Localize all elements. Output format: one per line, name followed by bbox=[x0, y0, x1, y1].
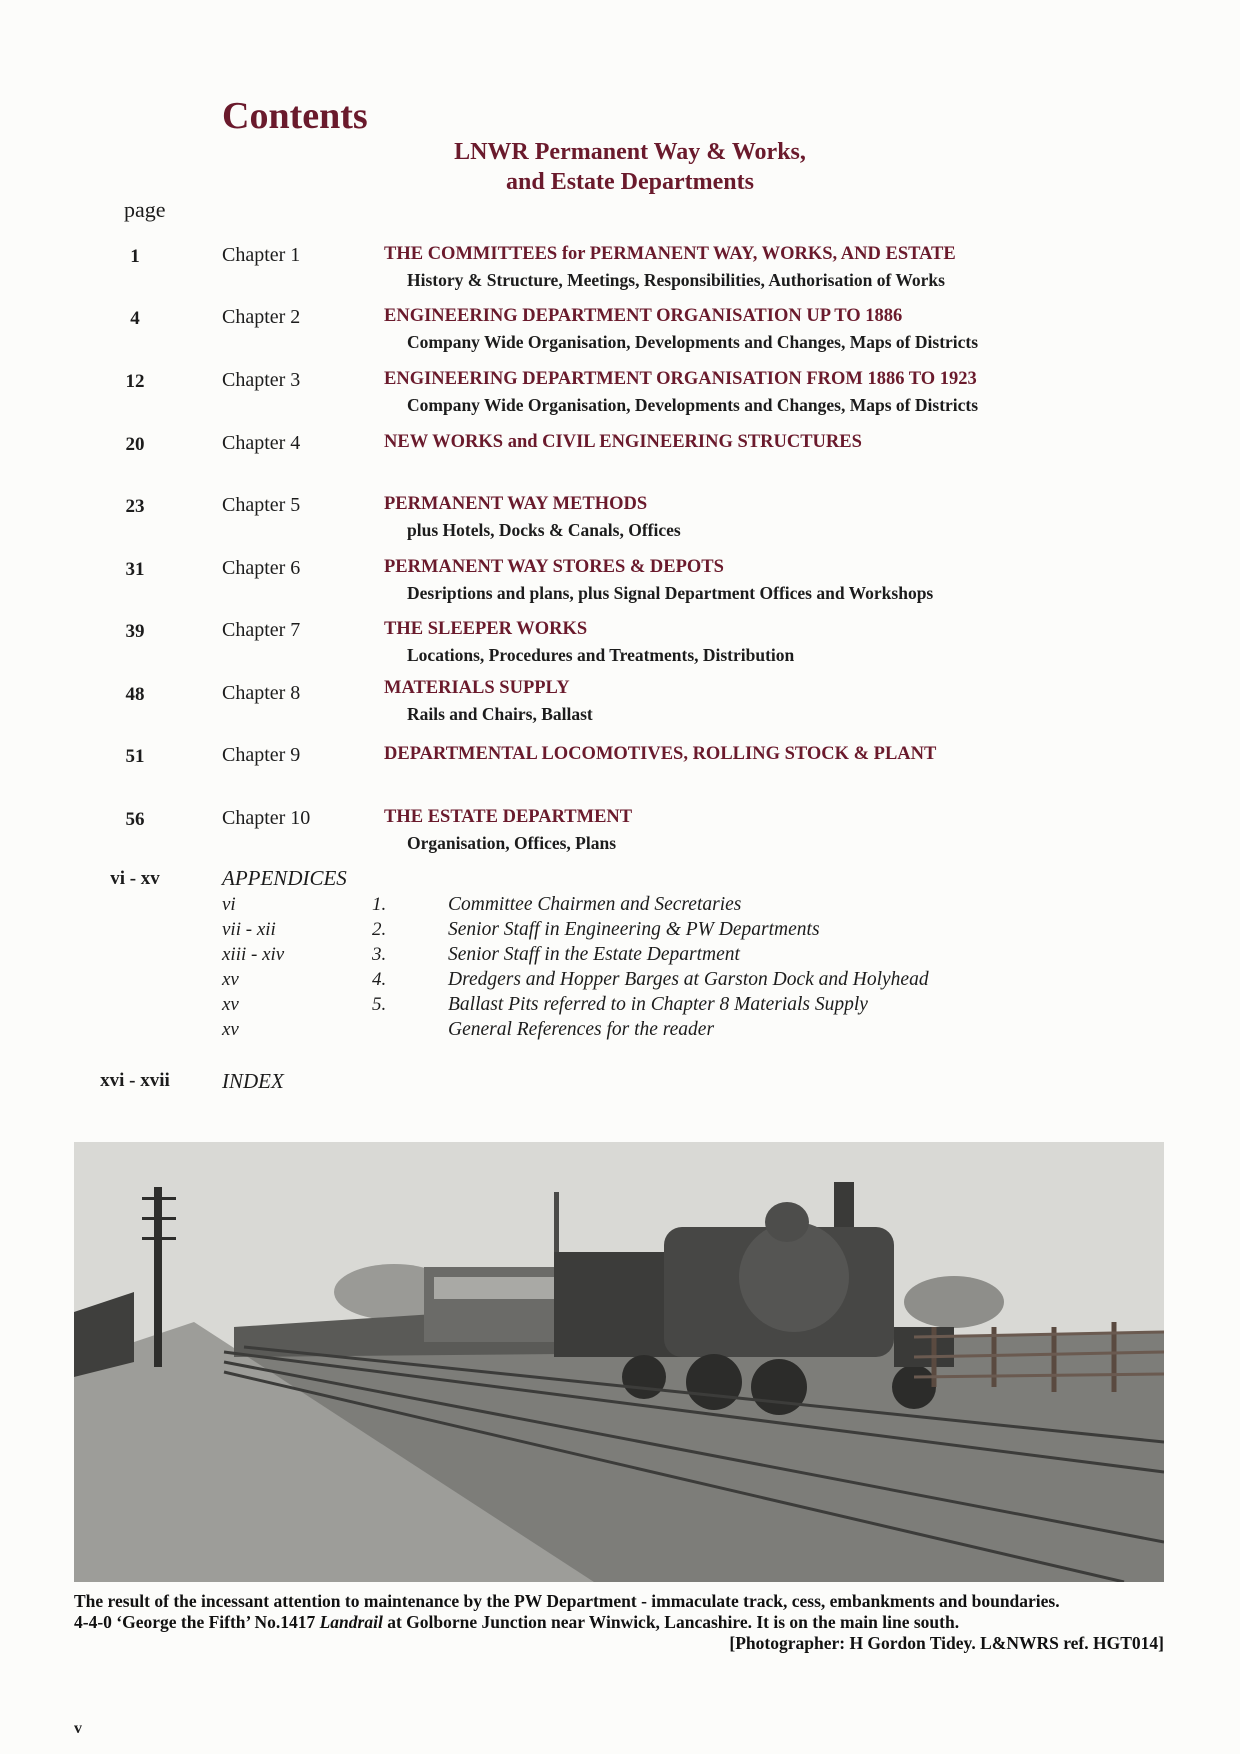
chapter-subheading: Desriptions and plans, plus Signal Department Offices and Workshops bbox=[407, 583, 934, 603]
chapter-heading: PERMANENT WAY STORES & DEPOTS bbox=[384, 557, 724, 577]
chapter-heading: MATERIALS SUPPLY bbox=[384, 678, 570, 698]
page-subtitle bbox=[420, 137, 840, 197]
appendices-page-range: vi - xv bbox=[110, 868, 160, 889]
chapter-label: Chapter 6 bbox=[222, 557, 301, 579]
appendix-number: 3. bbox=[372, 944, 387, 965]
index-page-range: xvi - xvii bbox=[100, 1070, 170, 1091]
chapter-subheading: History & Structure, Meetings, Responsibilities, Authorisation of Works bbox=[407, 270, 945, 290]
locomotive-name: Landrail bbox=[319, 1612, 383, 1632]
chapter-heading: DEPARTMENTAL LOCOMOTIVES, ROLLING STOCK & PLANT bbox=[384, 744, 937, 764]
chapter-heading: ENGINEERING DEPARTMENT ORGANISATION FROM 1886 TO 1923 bbox=[384, 369, 977, 389]
chapter-label: Chapter 8 bbox=[222, 682, 301, 704]
chapter-page-number: 4 bbox=[130, 308, 140, 329]
chapter-label: Chapter 10 bbox=[222, 807, 311, 829]
subtitle-line-1: LNWR Permanent Way & Works, bbox=[454, 139, 806, 165]
appendix-number: 1. bbox=[372, 894, 387, 915]
page-folio: v bbox=[74, 1720, 82, 1737]
appendix-page: vii - xii bbox=[222, 919, 276, 940]
appendix-title: Committee Chairmen and Secretaries bbox=[448, 894, 742, 915]
chapter-heading: THE SLEEPER WORKS bbox=[384, 619, 588, 639]
chapter-page-number: 31 bbox=[125, 559, 145, 580]
chapter-page-number: 12 bbox=[125, 371, 145, 392]
chapter-page-number: 20 bbox=[125, 434, 145, 455]
appendix-title: Senior Staff in the Estate Department bbox=[448, 944, 740, 965]
caption-text: at Golborne Junction near Winwick, Lancashire. It is on the main line south. bbox=[382, 1612, 960, 1632]
appendix-title: General References for the reader bbox=[448, 1019, 715, 1040]
photo-caption-line-1: The result of the incessant attention to maintenance by the PW Department - immaculate track, cess, embankments and boundaries. bbox=[74, 1591, 1060, 1611]
chapter-subheading: Company Wide Organisation, Developments and Changes, Maps of Districts bbox=[407, 395, 979, 415]
photo-caption-line-2 bbox=[74, 1612, 959, 1633]
chapter-label: Chapter 7 bbox=[222, 619, 301, 641]
subtitle-line-2: and Estate Departments bbox=[506, 169, 754, 195]
chapter-subheading: Organisation, Offices, Plans bbox=[407, 833, 617, 853]
chapter-page-number: 39 bbox=[125, 621, 145, 642]
appendix-number: 4. bbox=[372, 969, 387, 990]
appendix-title: Dredgers and Hopper Barges at Garston Dock and Holyhead bbox=[448, 969, 929, 990]
index-heading: INDEX bbox=[222, 1069, 284, 1093]
chapter-page-number: 48 bbox=[125, 684, 145, 705]
chapter-label: Chapter 2 bbox=[222, 306, 301, 328]
appendices-heading: APPENDICES bbox=[222, 866, 347, 890]
chapter-subheading: Locations, Procedures and Treatments, Distribution bbox=[407, 645, 795, 665]
appendix-page: xiii - xiv bbox=[222, 944, 285, 965]
chapter-heading: THE ESTATE DEPARTMENT bbox=[384, 807, 633, 827]
appendix-number: 5. bbox=[372, 994, 387, 1015]
photo-credit: [Photographer: H Gordon Tidey. L&NWRS ref. HGT014] bbox=[729, 1633, 1164, 1653]
caption-text: 4-4-0 ‘George the Fifth’ No.1417 bbox=[74, 1612, 320, 1632]
appendix-title: Ballast Pits referred to in Chapter 8 Materials Supply bbox=[448, 994, 868, 1015]
chapter-heading: NEW WORKS and CIVIL ENGINEERING STRUCTURES bbox=[384, 432, 862, 452]
chapter-heading: ENGINEERING DEPARTMENT ORGANISATION UP TO 1886 bbox=[384, 306, 903, 326]
chapter-page-number: 23 bbox=[125, 496, 145, 517]
chapter-page-number: 1 bbox=[130, 246, 140, 267]
chapter-label: Chapter 4 bbox=[222, 432, 301, 454]
chapter-subheading: plus Hotels, Docks & Canals, Offices bbox=[407, 520, 681, 540]
appendix-page: xv bbox=[222, 969, 239, 990]
locomotive-photograph bbox=[74, 1142, 1164, 1582]
appendix-page: vi bbox=[222, 894, 236, 915]
appendix-page: xv bbox=[222, 994, 239, 1015]
page-column-label: page bbox=[124, 197, 166, 222]
appendix-title: Senior Staff in Engineering & PW Departments bbox=[448, 919, 820, 940]
chapter-heading: THE COMMITTEES for PERMANENT WAY, WORKS, AND ESTATE bbox=[384, 244, 956, 264]
locomotive-photograph-illustration bbox=[74, 1142, 1164, 1582]
appendix-number: 2. bbox=[372, 919, 387, 940]
chapter-subheading: Rails and Chairs, Ballast bbox=[407, 704, 593, 724]
chapter-page-number: 56 bbox=[125, 809, 145, 830]
chapter-heading: PERMANENT WAY METHODS bbox=[384, 494, 648, 514]
chapter-label: Chapter 9 bbox=[222, 744, 301, 766]
chapter-page-number: 51 bbox=[125, 746, 145, 767]
chapter-label: Chapter 5 bbox=[222, 494, 301, 516]
chapter-subheading: Company Wide Organisation, Developments and Changes, Maps of Districts bbox=[407, 332, 979, 352]
chapter-label: Chapter 1 bbox=[222, 244, 301, 266]
appendix-page: xv bbox=[222, 1019, 239, 1040]
chapter-label: Chapter 3 bbox=[222, 369, 301, 391]
page-title: Contents bbox=[222, 95, 368, 137]
